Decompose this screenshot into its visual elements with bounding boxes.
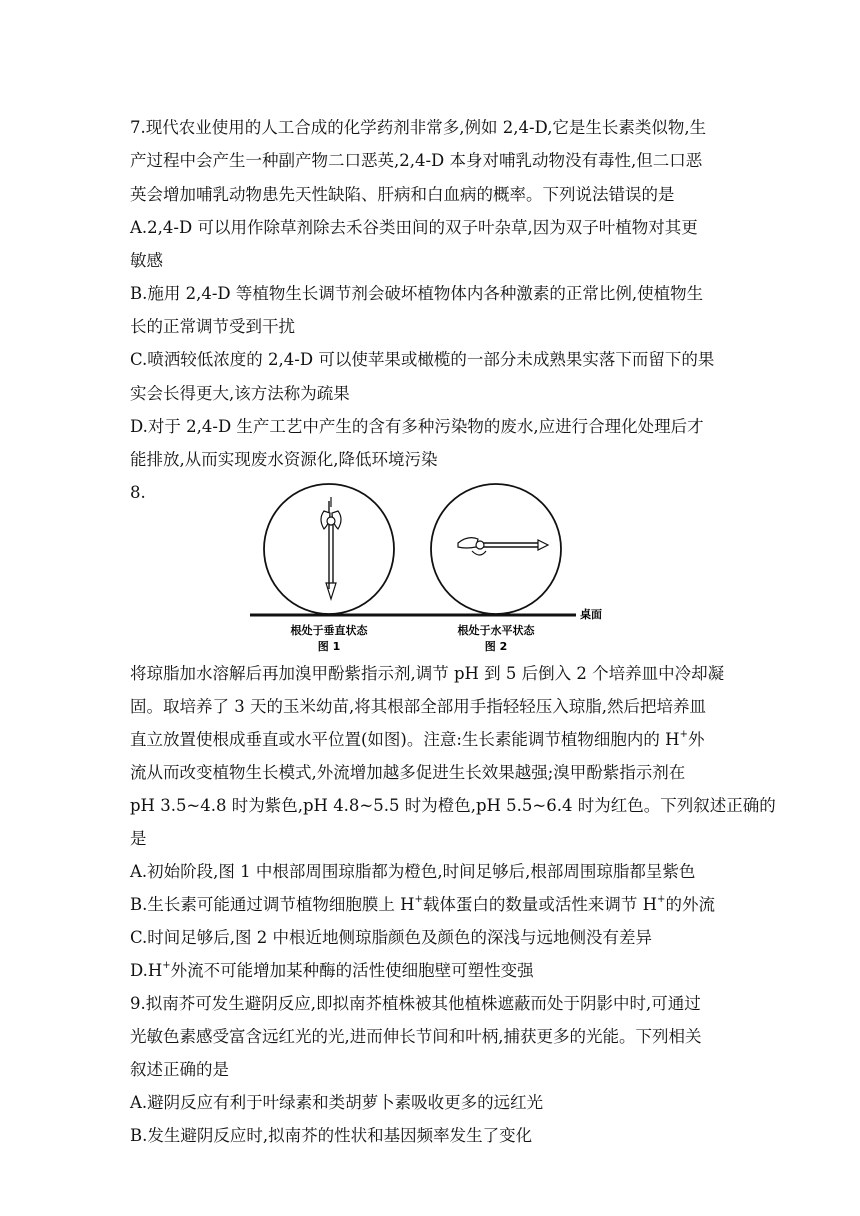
q7-option-a-line-2: 敏感	[130, 251, 163, 270]
q7-option-d-line-1: D.对于 2,4-D 生产工艺中产生的含有多种污染物的废水,应进行合理化处理后才	[130, 417, 704, 436]
seedling-horizontal-icon	[458, 538, 548, 555]
fig2-state-caption: 根处于水平状态	[457, 624, 535, 637]
q8-figure	[250, 477, 630, 655]
q8-option-d-text: D.H	[130, 961, 163, 980]
fig2-label: 图 2	[484, 640, 508, 653]
q8-option-b	[130, 895, 730, 915]
q7-option-d-line-2: 能排放,从而实现废水资源化,降低环境污染	[130, 450, 438, 469]
q8-option-b-tail: 的外流	[665, 895, 715, 914]
q8-option-d-tail: 外流不可能增加某种酶的活性使细胞壁可塑性变强	[170, 961, 534, 980]
fig1-state-caption: 根处于垂直状态	[290, 624, 368, 637]
q8-stem-line-1: 将琼脂加水溶解后再加溴甲酚紫指示剂,调节 pH 到 5 后倒入 2 个培养皿中冷却凝	[130, 664, 725, 683]
q9-option-a: A.避阴反应有利于叶绿素和类胡萝卜素吸收更多的远红光	[130, 1093, 544, 1112]
table-label: 桌面	[580, 608, 602, 621]
petri-dish-2	[431, 484, 561, 614]
fig1-label: 图 1	[317, 640, 341, 653]
q7-stem-line-2: 产过程中会产生一种副产物二口恶英,2,4-D 本身对哺乳动物没有毒性,但二口恶	[130, 151, 703, 170]
q7-stem-line-3: 英会增加哺乳动物患先天性缺陷、肝病和白血病的概率。下列说法错误的是	[130, 185, 675, 204]
q8-stem-line-2: 固。取培养了 3 天的玉米幼苗,将其根部全部用手指轻轻压入琼脂,然后把培养皿	[130, 697, 706, 716]
q8-stem-line-3	[130, 730, 730, 750]
q7-stem-line-1: 7.现代农业使用的人工合成的化学药剂非常多,例如 2,4-D,它是生长素类似物,生	[130, 118, 707, 137]
q8-stem-line-6: 是	[130, 829, 147, 848]
q8-option-b-text: B.生长素可能通过调节植物细胞膜上 H	[130, 895, 415, 914]
q9-option-b: B.发生避阴反应时,拟南芥的性状和基因频率发生了变化	[130, 1126, 533, 1145]
q7-option-c-line-1: C.喷洒较低浓度的 2,4-D 可以使苹果或橄榄的一部分未成熟果实落下而留下的果	[130, 350, 715, 369]
q7-option-b-line-2: 长的正常调节受到干扰	[130, 317, 295, 336]
q8-stem-line-3-text: 直立放置使根成垂直或水平位置(如图)。注意:生长素能调节植物细胞内的 H	[130, 730, 680, 749]
q9-stem-line-1: 9.拟南芥可发生避阴反应,即拟南芥植株被其他植株遮蔽而处于阴影中时,可通过	[130, 994, 701, 1013]
q8-option-c: C.时间足够后,图 2 中根近地侧琼脂颜色及颜色的深浅与远地侧没有差异	[130, 928, 653, 947]
q7-option-a-line-1: A.2,4-D 可以用作除草剂除去禾谷类田间的双子叶杂草,因为双子叶植物对其更	[130, 218, 698, 237]
superscript-plus: +	[657, 893, 666, 905]
q8-stem-line-5: pH 3.5~4.8 时为紫色,pH 4.8~5.5 时为橙色,pH 5.5~6.4 时为红色。下列叙述正确的	[130, 796, 776, 815]
superscript-plus: +	[162, 959, 171, 971]
q8-number: 8.	[130, 483, 146, 502]
q7-option-b-line-1: B.施用 2,4-D 等植物生长调节剂会破坏植物体内各种激素的正常比例,使植物生	[130, 284, 704, 303]
q7-option-c-line-2: 实会长得更大,该方法称为疏果	[130, 384, 350, 403]
superscript-plus: +	[679, 728, 688, 740]
q8-option-d	[130, 961, 730, 981]
q8-option-a: A.初始阶段,图 1 中根部周围琼脂都为橙色,时间足够后,根部周围琼脂都呈紫色	[130, 862, 696, 881]
superscript-plus: +	[414, 893, 423, 905]
q9-stem-line-3: 叙述正确的是	[130, 1060, 229, 1079]
q9-stem-line-2: 光敏色素感受富含远红光的光,进而伸长节间和叶柄,捕获更多的光能。下列相关	[130, 1027, 702, 1046]
q8-stem-line-3-tail: 外	[687, 730, 705, 749]
seedling-vertical-icon	[321, 497, 341, 599]
q8-stem-line-4: 流从而改变植物生长模式,外流增加越多促进生长效果越强;溴甲酚紫指示剂在	[130, 763, 686, 782]
q8-option-b-mid: 载体蛋白的数量或活性来调节 H	[422, 895, 658, 914]
